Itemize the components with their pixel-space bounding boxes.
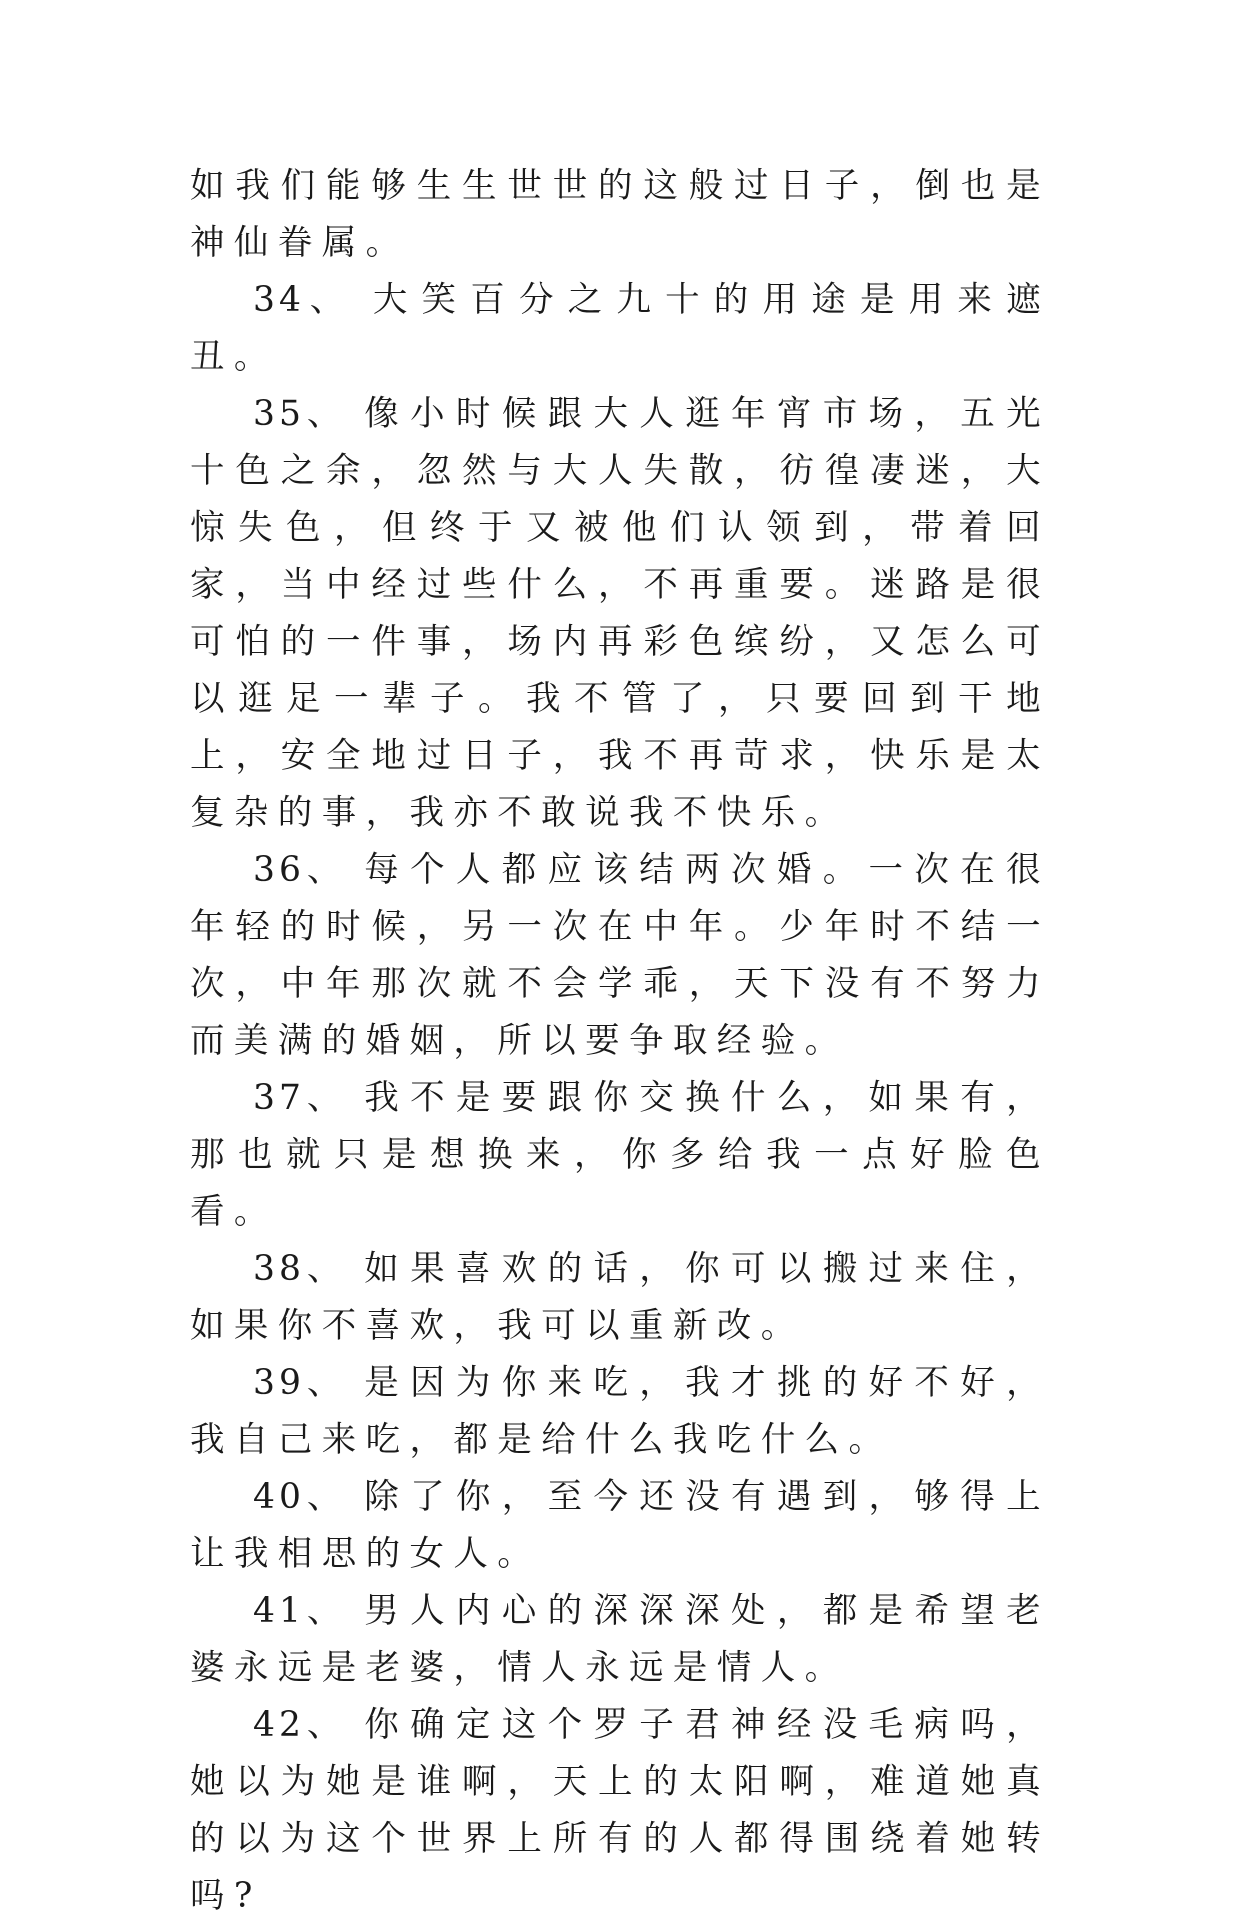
item-number: 38、 — [253, 1249, 365, 1289]
item-number: 37、 — [253, 1078, 365, 1118]
paragraph-0 — [190, 158, 1050, 272]
paragraph-41 — [190, 1583, 1050, 1697]
paragraph-40 — [190, 1469, 1050, 1583]
paragraph-text: 是因为你来吃，我才挑的好不好，我自己来吃，都是给什么我吃什么。 — [190, 1363, 1050, 1460]
paragraph-36 — [190, 842, 1050, 1070]
document-body — [190, 158, 1050, 1925]
item-number: 34、 — [253, 280, 373, 320]
item-number: 36、 — [253, 850, 365, 890]
paragraph-text: 我不是要跟你交换什么，如果有，那也就只是想换来，你多给我一点好脸色看。 — [190, 1078, 1050, 1232]
item-number: 35、 — [253, 394, 365, 434]
item-number: 41、 — [253, 1591, 365, 1631]
paragraph-text: 除了你，至今还没有遇到，够得上让我相思的女人。 — [190, 1477, 1050, 1574]
item-number: 40、 — [253, 1477, 365, 1517]
paragraph-35 — [190, 386, 1050, 842]
paragraph-text: 大笑百分之九十的用途是用来遮丑。 — [190, 280, 1050, 377]
paragraph-text: 像小时候跟大人逛年宵市场，五光十色之余，忽然与大人失散，彷徨凄迷，大惊失色，但终于又被他们认领到，带着回家，当中经过些什么，不再重要。迷路是很可怕的一件事，场内再彩色缤纷，又怎么可以逛足一辈子。我不管了，只要回到干地上，安全地过日子，我不再苛求，快乐是太复杂的事，我亦不敢说我不快乐。 — [190, 394, 1050, 833]
paragraph-39 — [190, 1355, 1050, 1469]
paragraph-text: 如我们能够生生世世的这般过日子，倒也是神仙眷属。 — [190, 166, 1050, 263]
paragraph-text: 如果喜欢的话，你可以搬过来住，如果你不喜欢，我可以重新改。 — [190, 1249, 1050, 1346]
paragraph-42 — [190, 1697, 1050, 1925]
paragraph-text: 你确定这个罗子君神经没毛病吗，她以为她是谁啊，天上的太阳啊，难道她真的以为这个世界上所有的人都得围绕着她转吗? — [190, 1705, 1050, 1916]
paragraph-text: 男人内心的深深深处，都是希望老婆永远是老婆，情人永远是情人。 — [190, 1591, 1050, 1688]
item-number: 39、 — [253, 1363, 365, 1403]
paragraph-text: 每个人都应该结两次婚。一次在很年轻的时候，另一次在中年。少年时不结一次，中年那次就不会学乖，天下没有不努力而美满的婚姻，所以要争取经验。 — [190, 850, 1050, 1061]
paragraph-38 — [190, 1241, 1050, 1355]
paragraph-34 — [190, 272, 1050, 386]
item-number: 42、 — [253, 1705, 365, 1745]
paragraph-37 — [190, 1070, 1050, 1241]
